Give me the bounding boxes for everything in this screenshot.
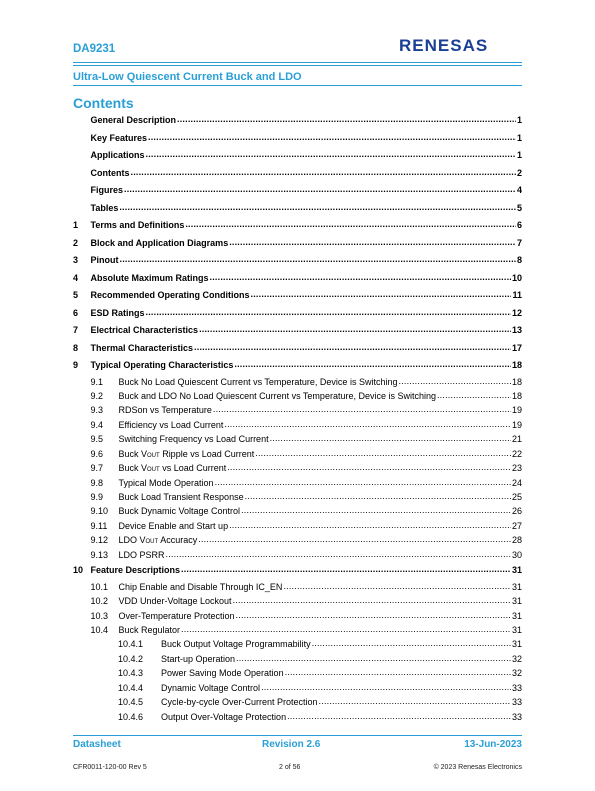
- toc-entry-page: 11: [512, 290, 522, 300]
- toc-entry-label-suffix: Accuracy: [158, 535, 198, 546]
- toc-entry-label: [119, 519, 229, 533]
- toc-entry-label: [119, 403, 212, 417]
- toc-entry-number: 9.12: [90, 535, 109, 546]
- toc-entry-label-text: ESD Ratings: [90, 307, 145, 318]
- toc-dot-leader: [119, 199, 516, 217]
- toc-entry-page: 2: [516, 167, 522, 178]
- toc-entry-number: 10.4.1: [118, 639, 144, 650]
- toc-dot-leader: [255, 446, 511, 460]
- toc-entry[interactable]: [73, 418, 522, 432]
- toc-entry-page: 12: [511, 307, 522, 318]
- toc-entry-label-text: Buck Regulator: [118, 625, 181, 635]
- toc-entry-label-text: Pinout: [90, 255, 119, 265]
- toc-dot-leader: [229, 234, 516, 252]
- toc-entry-label-text: Thermal Characteristics: [90, 342, 194, 353]
- toc-entry-number: 9.2: [90, 390, 104, 401]
- toc-entry-label-text: Terms and Definitions: [90, 220, 185, 230]
- toc-dot-leader: [146, 304, 511, 322]
- toc-entry-label: [119, 476, 214, 490]
- toc-dot-leader: [198, 532, 511, 546]
- toc-entry[interactable]: [73, 305, 522, 323]
- toc-entry-number: 9.10: [90, 506, 109, 517]
- toc-dot-leader: [120, 251, 516, 269]
- toc-entry[interactable]: [73, 490, 522, 504]
- toc-entry-label: [161, 695, 318, 709]
- toc-dot-leader: [236, 651, 511, 665]
- toc-entry-number: 9.4: [90, 419, 104, 430]
- toc-entry-label: [119, 623, 181, 637]
- toc-entry-number: 9.13: [90, 549, 109, 560]
- toc-entry-number: 10.4: [90, 625, 109, 635]
- toc-entry-label: [91, 305, 145, 323]
- toc-entry-subscript: OUT: [147, 467, 160, 474]
- toc-entry[interactable]: [73, 252, 522, 270]
- toc-entry-label-text: Contents: [90, 167, 130, 178]
- toc-dot-leader: [148, 129, 516, 147]
- toc-entry-number: 9.6: [90, 448, 104, 459]
- toc-dot-leader: [146, 146, 516, 164]
- contents-heading: Contents: [73, 95, 134, 111]
- toc-entry-page: 18: [511, 360, 522, 370]
- toc-dot-leader: [251, 286, 512, 304]
- toc-entry-label: [91, 340, 194, 358]
- toc-dot-leader: [437, 388, 511, 402]
- toc-dot-leader: [210, 269, 511, 287]
- toc-entry-page: 26: [511, 506, 522, 517]
- toc-entry[interactable]: [73, 447, 522, 461]
- toc-entry[interactable]: [73, 609, 522, 623]
- toc-dot-leader: [236, 608, 511, 622]
- toc-entry-page: 1: [516, 150, 522, 160]
- toc-entry-number: 9.11: [90, 520, 108, 531]
- toc-entry-number: 5: [73, 290, 79, 300]
- toc-entry[interactable]: [73, 165, 522, 183]
- toc-dot-leader: [124, 181, 516, 199]
- toc-dot-leader: [270, 431, 511, 445]
- toc-entry-label: [91, 562, 181, 580]
- toc-dot-leader: [312, 636, 511, 650]
- toc-entry-page: 10: [511, 272, 522, 283]
- toc-entry-label-text: Buck and LDO No Load Quiescent Current vs Temperature, Device is Switching: [118, 390, 436, 401]
- toc-entry-page: 7: [516, 237, 522, 248]
- toc-entry-page: 27: [511, 520, 522, 531]
- toc-entry[interactable]: [73, 476, 522, 490]
- toc-entry-page: 17: [511, 342, 522, 353]
- toc-entry-label-text: Dynamic Voltage Control: [161, 682, 261, 693]
- toc-entry-label-text: Buck V: [118, 463, 148, 474]
- toc-entry-page: 33: [511, 682, 522, 693]
- toc-entry-label-text: Electrical Characteristics: [90, 325, 199, 335]
- toc-entry-page: 19: [511, 405, 522, 416]
- toc-entry-label-text: Buck V: [118, 448, 148, 459]
- toc-entry-label-text: Switching Frequency vs Load Current: [118, 434, 269, 445]
- toc-entry-page: 25: [511, 492, 522, 502]
- toc-entry-subscript: OUT: [147, 452, 160, 459]
- toc-entry-number: 10: [73, 565, 84, 576]
- toc-entry[interactable]: [73, 270, 522, 288]
- toc-entry-label: [91, 235, 229, 253]
- toc-dot-leader: [213, 402, 511, 416]
- toc-entry-label: [91, 112, 177, 130]
- toc-entry-page: 24: [511, 477, 522, 488]
- header-rule-thin: [73, 65, 522, 66]
- toc-entry-label-text: VDD Under-Voltage Lockout: [118, 596, 232, 607]
- toc-entry[interactable]: [73, 287, 522, 305]
- toc-entry[interactable]: [73, 623, 522, 637]
- toc-entry[interactable]: [73, 130, 522, 148]
- toc-entry-number: 7: [73, 325, 79, 335]
- toc-entry[interactable]: [73, 580, 522, 594]
- toc-entry-label-text: LDO V: [118, 535, 146, 546]
- toc-entry[interactable]: [73, 533, 522, 547]
- toc-entry[interactable]: [73, 562, 522, 580]
- toc-entry-number: 10.1: [90, 581, 109, 592]
- toc-dot-leader: [233, 593, 511, 607]
- toc-entry-label-text: Recommended Operating Conditions: [90, 290, 250, 300]
- toc-entry[interactable]: [73, 519, 522, 533]
- toc-entry-page: 19: [511, 419, 522, 430]
- toc-dot-leader: [185, 216, 516, 234]
- toc-entry[interactable]: [73, 666, 522, 680]
- toc-entry-label: [161, 710, 286, 724]
- toc-entry-label-text: Buck Load Transient Response: [118, 492, 244, 502]
- footer-form-code: CFR0011-120-00 Rev 5: [73, 764, 147, 771]
- toc-entry-page: 4: [516, 185, 522, 195]
- toc-entry-label-text: Block and Application Diagrams: [90, 237, 229, 248]
- footer-date: 13-Jun-2023: [464, 739, 522, 750]
- toc-entry[interactable]: [73, 710, 522, 724]
- toc-entry[interactable]: [73, 695, 522, 709]
- toc-entry-page: 1: [516, 132, 522, 143]
- toc-entry-number: 10.3: [90, 610, 109, 621]
- toc-dot-leader: [319, 694, 511, 708]
- toc-entry[interactable]: [73, 594, 522, 608]
- toc-entry[interactable]: [73, 637, 522, 651]
- toc-entry-page: 31: [511, 610, 522, 621]
- toc-dot-leader: [283, 579, 511, 593]
- toc-entry-label-text: Over-Temperature Protection: [118, 610, 235, 621]
- toc-entry-page: 13: [511, 325, 522, 335]
- toc-entry-label-text: Buck No Load Quiescent Current vs Temperature, Device is Switching: [118, 376, 398, 387]
- toc-entry-label-text: Cycle-by-cycle Over-Current Protection: [161, 697, 318, 708]
- toc-entry-label: [91, 322, 199, 340]
- toc-entry[interactable]: [73, 548, 522, 562]
- toc-dot-leader: [398, 374, 511, 388]
- table-of-contents: [73, 112, 522, 724]
- toc-entry-number: 10.2: [90, 596, 109, 607]
- document-title: Ultra-Low Quiescent Current Buck and LDO: [73, 71, 302, 83]
- toc-entry-number: 10.4.6: [118, 711, 144, 722]
- toc-dot-leader: [199, 321, 511, 339]
- toc-entry[interactable]: [73, 461, 522, 475]
- toc-dot-leader: [177, 111, 516, 129]
- toc-entry-label-text: Absolute Maximum Ratings: [90, 272, 209, 283]
- toc-dot-leader: [181, 561, 511, 579]
- toc-entry-page: 32: [511, 668, 522, 679]
- toc-entry-label-text: Applications: [90, 150, 145, 160]
- toc-entry-subscript: OUT: [145, 539, 159, 546]
- toc-entry-label-text: Chip Enable and Disable Through IC_EN: [118, 581, 283, 592]
- toc-entry-page: 31: [511, 581, 522, 592]
- toc-entry[interactable]: [73, 322, 522, 340]
- toc-entry-page: 33: [511, 697, 522, 708]
- toc-entry-number: 10.4.5: [118, 697, 144, 708]
- toc-entry-label: [161, 681, 260, 695]
- toc-entry-label: [119, 375, 398, 389]
- renesas-logo: [399, 36, 522, 59]
- toc-entry-number: 9.1: [90, 376, 104, 387]
- toc-dot-leader: [194, 339, 511, 357]
- toc-entry[interactable]: [73, 357, 522, 375]
- toc-entry-label: [119, 432, 269, 446]
- toc-entry-label-suffix: Ripple vs Load Current: [159, 448, 255, 459]
- toc-entry[interactable]: [73, 112, 522, 130]
- toc-entry-page: 6: [516, 220, 522, 230]
- toc-entry-label: [91, 357, 234, 375]
- toc-dot-leader: [229, 518, 511, 532]
- toc-entry-page: 31: [511, 596, 522, 607]
- toc-entry-label: [119, 594, 232, 608]
- toc-entry[interactable]: [73, 504, 522, 518]
- toc-entry-page: 8: [516, 255, 522, 265]
- toc-entry-page: 23: [511, 463, 522, 474]
- toc-entry-label: [161, 666, 284, 680]
- toc-entry-label: [119, 580, 283, 594]
- toc-entry-number: 9.8: [90, 477, 104, 488]
- toc-entry-label-text: Typical Mode Operation: [118, 477, 214, 488]
- toc-entry-label: [91, 165, 130, 183]
- toc-entry-label: [91, 287, 250, 305]
- toc-entry-number: 9.3: [90, 405, 104, 416]
- toc-entry-number: 10.4.3: [118, 668, 144, 679]
- header-rule: [73, 62, 522, 63]
- toc-entry-label-text: RDSon vs Temperature: [118, 405, 212, 416]
- toc-entry-label: [91, 200, 119, 218]
- toc-entry-label-text: Key Features: [90, 132, 148, 143]
- toc-dot-leader: [224, 417, 511, 431]
- toc-entry[interactable]: [73, 389, 522, 403]
- toc-entry-page: 30: [511, 549, 522, 560]
- toc-entry-number: 6: [73, 307, 79, 318]
- toc-entry-label: [91, 270, 209, 288]
- toc-entry[interactable]: [73, 432, 522, 446]
- toc-entry[interactable]: [73, 217, 522, 235]
- toc-entry-page: 33: [511, 711, 522, 722]
- toc-entry-label-text: Efficiency vs Load Current: [118, 419, 224, 430]
- toc-entry-label: [91, 252, 119, 270]
- toc-entry-label: [119, 490, 244, 504]
- toc-dot-leader: [285, 665, 511, 679]
- toc-entry-label-text: Buck Dynamic Voltage Control: [118, 506, 241, 517]
- toc-entry-number: 9.7: [90, 463, 104, 474]
- toc-entry-label: [161, 652, 235, 666]
- toc-entry-number: 9: [73, 360, 79, 370]
- toc-entry-label-text: Device Enable and Start up: [118, 520, 229, 531]
- toc-entry[interactable]: [73, 147, 522, 165]
- toc-entry-page: 32: [511, 653, 522, 664]
- footer-copyright: © 2023 Renesas Electronics: [433, 764, 522, 771]
- toc-entry[interactable]: [73, 652, 522, 666]
- toc-entry-label: [119, 548, 165, 562]
- toc-entry[interactable]: [73, 340, 522, 358]
- footer-revision: Revision 2.6: [262, 739, 321, 750]
- toc-entry-label-text: General Description: [90, 115, 177, 125]
- toc-dot-leader: [287, 709, 511, 723]
- toc-entry-label: [91, 130, 148, 148]
- toc-entry-number: 2: [73, 237, 79, 248]
- toc-entry-page: 18: [511, 376, 522, 387]
- toc-entry-label-text: Start-up Operation: [161, 653, 236, 664]
- toc-entry-page: 31: [511, 625, 522, 635]
- toc-entry-label: [91, 147, 145, 165]
- footer-rule: [73, 735, 522, 736]
- toc-entry-label-text: Feature Descriptions: [90, 565, 181, 576]
- toc-entry-label: [119, 418, 224, 432]
- toc-entry[interactable]: [73, 200, 522, 218]
- toc-dot-leader: [245, 489, 511, 503]
- toc-entry-label: [119, 504, 241, 518]
- toc-dot-leader: [234, 356, 511, 374]
- toc-dot-leader: [215, 475, 511, 489]
- toc-entry-label-text: Buck Output Voltage Programmability: [161, 639, 311, 650]
- toc-entry-page: 28: [511, 535, 522, 546]
- toc-entry-label: [119, 389, 436, 403]
- toc-entry-label: [91, 217, 185, 235]
- toc-entry-number: 1: [73, 220, 79, 230]
- toc-entry-number: 10.4.2: [118, 653, 144, 664]
- toc-entry-page: 31: [511, 639, 522, 650]
- toc-dot-leader: [181, 622, 511, 636]
- toc-entry-page: 1: [516, 115, 522, 125]
- toc-entry-page: 22: [511, 448, 522, 459]
- toc-entry-label-text: Tables: [90, 202, 119, 213]
- logo-text: RENESAS: [399, 36, 489, 54]
- toc-entry-label: [161, 637, 311, 651]
- toc-entry-number: 9.9: [90, 492, 104, 502]
- toc-entry[interactable]: [73, 681, 522, 695]
- toc-dot-leader: [131, 164, 516, 182]
- toc-entry-label-text: Typical Operating Characteristics: [90, 360, 234, 370]
- toc-entry-label-suffix: vs Load Current: [159, 463, 227, 474]
- footer-page-number: 2 of 56: [279, 764, 301, 771]
- toc-entry-label-text: Figures: [90, 185, 124, 195]
- toc-dot-leader: [166, 547, 511, 561]
- toc-entry-label-text: LDO PSRR: [118, 549, 165, 560]
- toc-entry-number: 4: [73, 272, 79, 283]
- toc-entry-page: 31: [511, 565, 522, 576]
- toc-entry[interactable]: [73, 235, 522, 253]
- toc-dot-leader: [227, 460, 511, 474]
- toc-entry-label: [91, 182, 124, 200]
- toc-entry-label-text: Output Over-Voltage Protection: [161, 711, 287, 722]
- toc-dot-leader: [261, 680, 511, 694]
- toc-entry-page: 21: [511, 434, 522, 445]
- toc-entry-page: 5: [516, 202, 522, 213]
- toc-entry[interactable]: [73, 375, 522, 389]
- toc-entry-number: 3: [73, 255, 79, 265]
- toc-entry-number: 8: [73, 342, 79, 353]
- toc-dot-leader: [241, 503, 511, 517]
- title-rule: [73, 85, 522, 86]
- toc-entry[interactable]: [73, 403, 522, 417]
- toc-entry-page: 18: [511, 390, 522, 401]
- footer-doc-type: Datasheet: [73, 739, 121, 750]
- toc-entry-number: 10.4.4: [118, 682, 144, 693]
- toc-entry-number: 9.5: [90, 434, 104, 445]
- toc-entry-label: [119, 609, 235, 623]
- part-number: DA9231: [73, 43, 116, 55]
- toc-entry[interactable]: [73, 182, 522, 200]
- toc-entry-label-text: Power Saving Mode Operation: [161, 668, 284, 679]
